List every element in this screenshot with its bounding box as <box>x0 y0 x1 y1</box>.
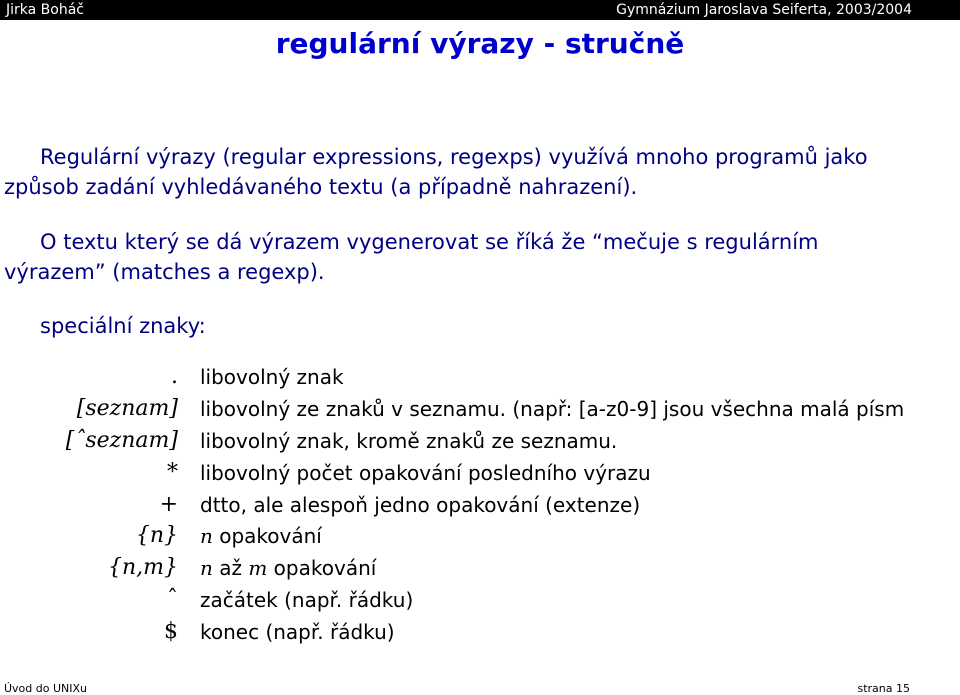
match-line-2: výrazem” (matches a regexp). <box>4 260 325 284</box>
row-description <box>200 552 376 584</box>
intro-line-1: Regulární výrazy (regular expressions, regexps) využívá mnoho programů jako <box>40 145 868 169</box>
header-bar <box>0 0 960 20</box>
row-symbol: {n,m} <box>107 555 178 581</box>
row-description: libovolný počet opakování posledního výrazu <box>200 460 651 485</box>
page-number: strana 15 <box>857 682 910 695</box>
footer <box>0 683 960 695</box>
author-name: Jirka Boháč <box>6 2 84 18</box>
var-n: n <box>200 524 213 549</box>
row-description: libovolný ze znaků v seznamu. (např: [a-z0-9] jsou všechna malá písm <box>200 396 905 421</box>
row-symbol: ˆ <box>167 587 178 613</box>
table-row <box>0 361 960 393</box>
slide-title: regulární výrazy - stručně <box>275 27 685 60</box>
row-symbol: * <box>167 459 178 485</box>
table-row <box>0 457 960 489</box>
var-n: n <box>200 556 213 581</box>
match-paragraph <box>0 227 819 287</box>
school-name: Gymnázium Jaroslava Seiferta, 2003/2004 <box>616 2 912 18</box>
special-chars-table <box>0 361 960 648</box>
table-row <box>0 552 960 584</box>
match-line-1: O textu který se dá výrazem vygenerovat se říká že “mečuje s regulárním <box>40 230 819 254</box>
desc-text: opakování <box>212 524 322 549</box>
course-name: Úvod do UNIXu <box>4 682 88 695</box>
row-symbol: $ <box>164 619 178 645</box>
row-symbol: [seznam] <box>76 395 178 421</box>
table-row <box>0 616 960 648</box>
desc-mid: až <box>212 556 249 581</box>
row-symbol: + <box>159 491 178 517</box>
row-description: libovolný znak, kromě znaků ze seznamu. <box>200 428 618 453</box>
var-m: m <box>248 556 268 581</box>
row-description <box>200 520 322 552</box>
desc-text: opakování <box>267 556 377 581</box>
row-symbol: . <box>171 364 178 389</box>
row-description: libovolný znak <box>200 365 344 389</box>
intro-line-2: způsob zadání vyhledávaného textu (a případně nahrazení). <box>4 175 638 199</box>
table-row <box>0 520 960 552</box>
row-symbol: [ˆseznam] <box>65 427 178 453</box>
table-row <box>0 489 960 521</box>
table-row <box>0 584 960 616</box>
intro-paragraph <box>0 142 868 202</box>
special-chars-label: speciální znaky: <box>40 314 206 338</box>
row-symbol: {n} <box>135 523 178 549</box>
row-description: konec (např. řádku) <box>200 620 395 645</box>
row-description: dtto, ale alespoň jedno opakování (extenze) <box>200 492 641 517</box>
table-row <box>0 425 960 457</box>
row-description: začátek (např. řádku) <box>200 588 414 613</box>
table-row <box>0 393 960 425</box>
